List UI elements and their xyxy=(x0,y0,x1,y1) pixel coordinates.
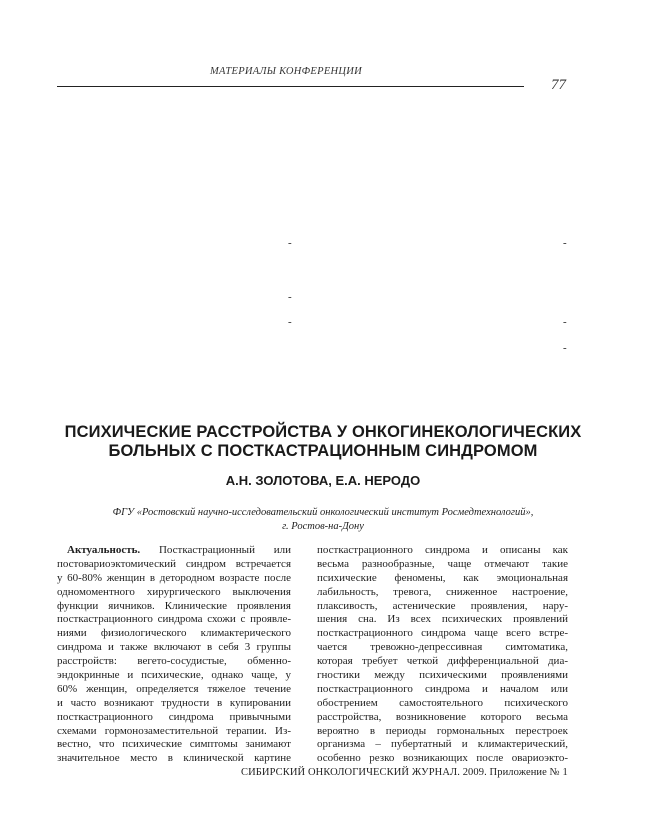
body-line: расстройств: вегето-сосудистые, обменно- xyxy=(57,655,291,668)
article-title-line: БОЛЬНЫХ С ПОСТКАСТРАЦИОННЫМ СИНДРОМОМ xyxy=(108,442,538,460)
body-line: вероятно в периоды гормональных перестроек xyxy=(317,724,568,737)
body-line: синдрома и также включают в себя 3 группы xyxy=(57,641,291,654)
stray-dash-mark: - xyxy=(288,237,292,249)
affiliation-line: ФГУ «Ростовский научно-исследовательский онкологический институт Росмедтехнологий», xyxy=(112,507,534,518)
stray-dash-mark: - xyxy=(563,316,567,328)
body-line: и часто возникают трудности в купировании xyxy=(57,696,291,709)
body-line: весьма разнообразные, чаще отмечают такие xyxy=(317,557,568,570)
body-line: посткастрационного синдрома и началом или xyxy=(317,682,568,695)
body-line: посткастрационного синдрома чаще всего встре- xyxy=(317,627,568,640)
body-line: плаксивость, астенические проявления, нару- xyxy=(317,599,568,612)
body-line: схемами гормонозаместительной терапии. Из- xyxy=(57,724,291,737)
body-line-text: Посткастрационный или xyxy=(140,544,291,556)
article-affiliation xyxy=(60,506,586,533)
body-line: обострением самостоятельного психического xyxy=(317,696,568,709)
article-title xyxy=(40,423,606,461)
stray-dash-mark: - xyxy=(288,291,292,303)
body-line: расстройства, возникновение которого весьма xyxy=(317,710,568,723)
body-line: вестно, что психические симптомы занимают xyxy=(57,738,291,751)
body-line: постовариоэктомический синдром встречается xyxy=(57,557,291,570)
stray-dash-mark: - xyxy=(563,237,567,249)
affiliation-line: г. Ростов-на-Дону xyxy=(282,520,364,532)
header-rule xyxy=(57,86,524,87)
body-line-part: ниями физиологического климактерического xyxy=(57,627,291,640)
body-line: лабильность, тревога, сниженное настроение, xyxy=(317,585,568,598)
journal-footer: СИБИРСКИЙ ОНКОЛОГИЧЕСКИЙ ЖУРНАЛ. 2009. Приложение № 1 xyxy=(241,767,568,778)
section-label: Актуальность. xyxy=(67,544,141,556)
body-line: 60% женщин, определяется тяжелое течение xyxy=(57,682,291,695)
body-line: гностики между психическими проявлениями xyxy=(317,669,568,682)
article-title-line: ПСИХИЧЕСКИЕ РАССТРОЙСТВА У ОНКОГИНЕКОЛОГИЧЕСКИХ xyxy=(64,423,582,441)
body-column-left xyxy=(57,544,291,766)
body-line: которая требует четкой дифференциальной диа- xyxy=(317,655,568,668)
body-line: функции яичников. Клинические проявления xyxy=(57,599,291,612)
body-line: организма – пубертатный и климактерический, xyxy=(317,738,568,751)
body-line: шения сна. Из всех психических проявлений xyxy=(317,613,568,626)
page-number: 77 xyxy=(551,77,566,93)
article-authors: А.Н. ЗОЛОТОВА, Е.А. НЕРОДО xyxy=(225,473,421,488)
body-line xyxy=(57,544,291,558)
body-line: у 60-80% женщин в детородном возрасте после xyxy=(57,571,291,584)
stray-dash-mark: - xyxy=(563,342,567,354)
body-line-part: посткастрационного синдрома схожи с проявле- xyxy=(57,613,291,626)
body-line: особенно резко возникающих после овариоэкто- xyxy=(317,752,568,765)
body-line: значительное место в клинической картине xyxy=(57,752,291,765)
body-column-right xyxy=(317,544,568,766)
body-line: чается тревожно-депрессивная симтоматика, xyxy=(317,641,568,654)
running-header: МАТЕРИАЛЫ КОНФЕРЕНЦИИ xyxy=(210,66,363,77)
body-line: посткастрационного синдрома привычными xyxy=(57,710,291,723)
stray-dash-mark: - xyxy=(288,316,292,328)
body-line: психические феномены, как эмоциональная xyxy=(317,571,568,584)
body-line: одномоментного хирургического выключения xyxy=(57,585,291,598)
body-line xyxy=(57,613,291,641)
body-line: эндокринные и психические, однако чаще, у xyxy=(57,669,291,682)
body-line: посткастрационного синдрома и описаны как xyxy=(317,544,568,556)
